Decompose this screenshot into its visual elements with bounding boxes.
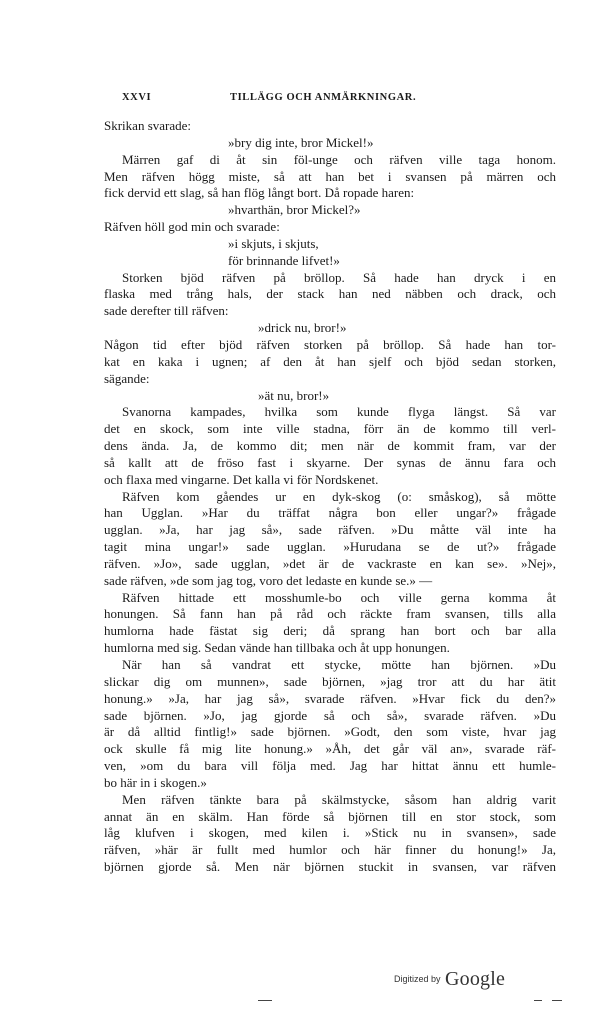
text-line: sade räfven, »de som jag tog, voro det ledaste en kunde se.» — xyxy=(104,572,433,588)
text-line: annat än en skälm. Han förde så björnen till en stor stock, som xyxy=(104,808,556,824)
verse-line: »bry dig inte, bror Mickel!» xyxy=(228,134,374,150)
text-line: låg klufven i skogen, med kilen i. »Stick nu in svansen», sade xyxy=(104,825,556,841)
text-line: sade derefter till räfven: xyxy=(104,303,229,319)
verse-line: »drick nu, bror!» xyxy=(258,320,347,336)
text-line: När han så vandrat ett stycke, mötte han björnen. »Du xyxy=(122,657,556,672)
text-line: räfven, »här är fullt med humlor och här finner du honung!» Ja, xyxy=(104,842,556,858)
text-line: så kallt att de fröso fast i skyarne. Der synas de ännu fara och xyxy=(104,454,556,470)
text-line: ock skulle få mig lite honung.» »Åh, det går väl an», svarade räf- xyxy=(104,741,556,757)
scan-mark xyxy=(258,1000,272,1001)
digitized-by-label: Digitized by xyxy=(394,974,441,984)
text-line: det en skock, som inte ville stadna, förr än de kommo till verl- xyxy=(104,421,556,437)
text-line: är då alltid fintlig!» sade björnen. »Godt, den som viste, hvar jag xyxy=(104,724,556,740)
scan-mark xyxy=(534,1000,542,1001)
text-line: honung.» »Ja, har jag så», svarade räfven. »Hvar fick du den?» xyxy=(104,690,556,706)
text-line: humlorna hade fästat sig deri; då sprang han bort och bar alla xyxy=(104,623,556,639)
text-line: och flaxa med vingarne. Det kalla vi för Nordskenet. xyxy=(104,471,379,487)
text-line: Storken bjöd räfven på bröllop. Så hade han dryck i en xyxy=(122,269,556,285)
verse-line: »i skjuts, i skjuts, xyxy=(228,235,319,251)
text-body xyxy=(104,118,556,876)
text-line: sade björnen. »Jo, jag gjorde så och så», svarade räfven. »Du xyxy=(104,707,556,723)
text-line: Räfven kom gåendes ur en dyk-skog (o: småskog), så mötte xyxy=(122,488,556,504)
text-line: Någon tid efter bjöd räfven storken på bröllop. Så hade han tor- xyxy=(104,336,556,352)
text-line: Men räfven tänkte bara på skälmstycke, såsom han aldrig varit xyxy=(122,791,556,807)
text-line: flaska med trång hals, der stack han ned näbben och drack, och xyxy=(104,286,556,302)
text-line: dens ända. Ja, de kommo dit; men när de kommit fram, var der xyxy=(104,438,556,454)
text-line: Räfven höll god min och svarade: xyxy=(104,219,280,235)
text-line: sägande: xyxy=(104,370,150,386)
text-line: han Ugglan. »Har du träffat några bon eller ungar?» frågade xyxy=(104,505,556,521)
digitization-watermark xyxy=(394,968,505,991)
text-line: kat en kaka i ugnen; af den åt han sjelf och bjöd sedan storken, xyxy=(104,353,556,369)
text-line: humlorna med sig. Sedan vände han tillbaka och åt upp honungen. xyxy=(104,640,450,656)
scan-mark xyxy=(552,1000,562,1001)
text-line: ven, »om du bara vill följa med. Jag har hittat ännu ett humle- xyxy=(104,758,556,774)
text-line: Räfven hittade ett mosshumle-bo och ville gerna komma åt xyxy=(122,589,556,605)
verse-line: för brinnande lifvet!» xyxy=(228,252,340,268)
text-line: bo här in i skogen.» xyxy=(104,774,207,790)
running-title: TILLÄGG OCH ANMÄRKNINGAR. xyxy=(230,92,417,103)
page-number: XXVI xyxy=(122,92,152,103)
text-line: Svanorna kampades, hvilka som kunde flyga längst. Så var xyxy=(122,404,556,420)
text-line: tagit mina ungar!» sade ugglan. »Hurudana se de ut?» frågade xyxy=(104,539,556,555)
text-line: räfven. »Jo», sade ugglan, »det är de vackraste en kan se». »Nej», xyxy=(104,555,556,571)
text-line: ugglan. »Ja, har jag så», sade räfven. »Du måtte väl inte ha xyxy=(104,522,556,538)
verse-line: »hvarthän, bror Mickel?» xyxy=(228,202,361,218)
google-logo: Google xyxy=(444,968,506,990)
text-line: Men räfven högg miste, så att han bet i svansen på märren och xyxy=(104,168,556,184)
text-line: honungen. Så fann han på råd och räckte fram svansen, tills alla xyxy=(104,606,556,622)
text-line: björnen gjorde så. Men när björnen stuckit in svansen, var räfven xyxy=(104,859,556,875)
text-line: Märren gaf di åt sin föl-unge och räfven ville taga honom. xyxy=(122,151,556,167)
verse-line: »ät nu, bror!» xyxy=(258,387,330,403)
text-line: fick dervid ett slag, så han flög långt bort. Då ropade haren: xyxy=(104,185,415,201)
text-line: Skrikan svarade: xyxy=(104,118,192,133)
text-line: slickar dig om munnen», sade björnen, »jag tror att du har ätit xyxy=(104,673,556,689)
